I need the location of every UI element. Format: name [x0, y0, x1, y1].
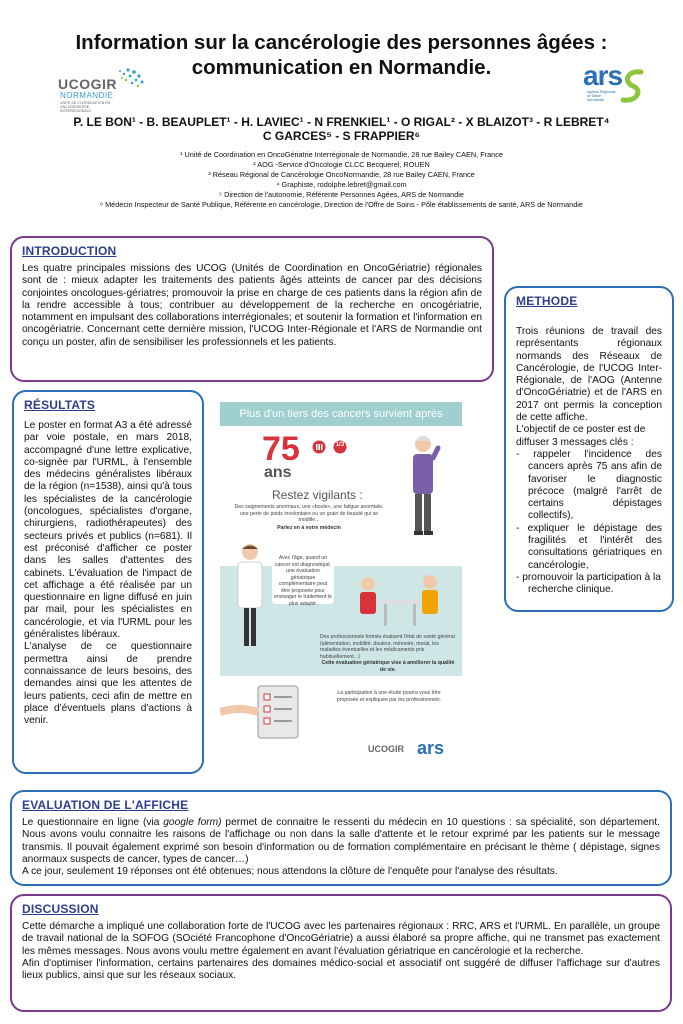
clipboard-icon: [220, 682, 316, 742]
evaluation-heading: EVALUATION DE L'AFFICHE: [22, 798, 189, 812]
elderly-man-icon: [402, 432, 444, 538]
poster-image: [220, 402, 462, 776]
poster-study-text: La participation à une étude pourra vous être proposée et expliquée par les professionnels.: [336, 690, 442, 703]
evaluation-text-italic: google form): [163, 817, 222, 828]
introduction-heading: INTRODUCTION: [22, 244, 117, 258]
methode-text: Trois réunions de travail des représentants régionaux normands des Réseaux de Cancérologie, de l'UCOG Inter-Régionale, de l'AOG (Antenne d'OncoGériatrie) et de l'ARS en 2017 ont permis la conception de cette affiche.: [516, 326, 662, 424]
ars-swoosh-icon: [619, 68, 645, 104]
resultats-text-2: L'analyse de ce questionnaire permettra ainsi de prendre connaissance de leurs besoins, des demandes ainsi que les attentes de leurs patients, ceci afin de mettre en place d'éventuels plans d'actions à venir.: [24, 641, 192, 727]
affiliation-3: ³ Réseau Régional de Cancérologie OncoNormandie, 28 rue Bailey CAEN, France: [208, 170, 475, 179]
affiliation-2: ² AOG -Service d'Oncologie CLCC Becquerel, ROUEN: [253, 160, 430, 169]
resultats-heading: RÉSULTATS: [24, 398, 96, 412]
ucogir-sub: UNITÉ DE COORDINATION EN ONCOGÉRIATRIE INTERRÉGIONALE: [60, 101, 111, 113]
discussion-heading: DISCUSSION: [22, 902, 99, 916]
poster-fraction: 1/3: [335, 442, 345, 448]
title-line-2: communication en Normandie.: [191, 56, 492, 79]
ars-logo: [583, 60, 645, 106]
poster-vigilants-text: Des saignements anormaux, une «boule», une fatigue anormale, une perte de poids involontaire ou un grain de beauté qui se modifie...: [234, 504, 384, 523]
authors-line-2: C GARCES⁵ - S FRAPPIER⁶: [262, 129, 421, 143]
poster-ars-logo: ars: [417, 738, 445, 758]
affiliation-1: ¹ Unité de Coordination en OncoGériatrie Interrégionale de Normandie, 28 rue Bailey CAEN, France: [180, 150, 503, 159]
title-line-1: Information sur la cancérologie des personnes âgées :: [75, 31, 608, 54]
poster-ucogir-logo: UCOGIR: [368, 744, 404, 754]
poster-eval-text: Avec l'âge, quand un cancer est diagnostiqué, une évaluation gériatrique complémentaire peut être proposée pour envisager le traitement le plus adapté.: [274, 555, 332, 607]
affiliation-5: ⁵ Direction de l'autonomie, Référente Personnes Agées, ARS de Normandie: [219, 190, 464, 199]
poster-big-number: 75: [262, 430, 300, 468]
evaluation-section: [10, 790, 672, 886]
methode-item: - rappeler l'incidence des cancers après 75 ans afin de favoriser le diagnostic précoce (malgré l'arrêt de certains dépistages collectifs),: [516, 448, 662, 522]
methode-item: - promouvoir la participation à la recherche clinique.: [516, 571, 661, 596]
ucogir-region: NORMANDIE: [60, 91, 114, 100]
authors-line-1: P. LE BON¹ - B. BEAUPLET¹ - H. LAVIEC¹ - N FRENKIEL¹ - O RIGAL² - X BLAIZOT³ - R LEBRET⁴: [73, 115, 610, 129]
resultats-section: [12, 390, 204, 774]
introduction-text: Les quatre principales missions des UCOG (Unités de Coordination en OncoGériatrie) régionales sont de : mieux adapter les traitements des patients âgés atteints de cancer par des décisions conjointes oncologues-gériatres; promouvoir la prise en charge de ces patients dans la région afin de la rendre accessible à tous; contribuer au développement de la recherche en oncogériatrie, notamment en impulsant des collaborations interrégionales; et soutenir la formation et l'information en oncogériatrie. Concernant cette dernière mission, l'UCOG Inter-Régionale et l'ARS de Normandie ont conçu un poster, afin de sensibiliser les professionnels et les patients.: [22, 263, 482, 348]
ars-sub: Agence Régionale de Santé Normandie: [587, 90, 616, 102]
evaluation-text: [22, 817, 660, 866]
methode-list: [516, 449, 662, 597]
methode-heading: METHODE: [516, 294, 578, 308]
affiliations: [20, 150, 663, 210]
evaluation-text-a: Le questionnaire en ligne (via: [22, 817, 164, 828]
resultats-text: Le poster en format A3 a été adressé par voie postale, en mars 2018, accompagné d'une lettre explicative, co-signée par l'URML, à l'ensemble des médecins généralistes libéraux de la région (n=1538), ainsi qu'à tous les spécialistes de la cancérologie (oncologues, spécialistes d'organe, chirurgiens, radiothérapeutes) des secteurs privés et publics (n=681). Il est préconisé d'afficher ce poster dans les salles d'attentes des cabinets. L'évaluation de l'impact de cet affichage a été réalisée par un questionnaire en ligne diffusé en juin par mail, pour les spécialistes en cancérologie, et via l'URML pour les généralistes libéraux.: [24, 420, 192, 641]
discussion-section: [10, 894, 672, 1012]
poster-eval-goal: Cette évaluation gériatrique vise à améliorer la qualité de vie.: [321, 660, 455, 673]
affiliation-6: ⁶ Médecin Inspecteur de Santé Publique, Référente en cancérologie, Direction de l'Offre de Soins - Pôle établissements de santé, ARS de Normandie: [100, 200, 583, 209]
methode-section: [504, 286, 674, 612]
authors: [60, 115, 623, 143]
evaluation-text-b: permet de connaitre le ressenti du médecin en 10 questions : sa spécialité, son département. Nous avons voulu connaitre les raisons de l'affichage ou non dans la salle d'attente et le retour exprimé par les patients sur le message transmis. Il pouvait également exprimé son besoin d'information ou de formation complémentaire en précisant le thème ( dépistage, signes anormaux suspects de cancer, types de cancer…): [22, 817, 660, 865]
poster-pros-text: Des professionnels formés évaluent l'état de santé général (alimentation, mobilité, douleur, mémoire, moral, les maladies éventuelles et les médicaments pris habituellement...): [320, 634, 455, 660]
discussion-text: Cette démarche a impliqué une collaboration forte de l'UCOG avec les partenaires régionaux : RRC, ARS et l'URML. En parallèle, un groupe de travail national de la SOFOG (SOciété Francophone d'OncoGériatrie) a aussi élaboré sa propre affiche, qui ne transmet pas exactement les mêmes messages. Nous avons voulu mettre également en avant l'évaluation gériatrique en cancérologie et la recherche.: [22, 921, 660, 957]
evaluation-text-2: A ce jour, seulement 19 réponses ont été obtenues; nous attendons la clôture de l'enquête pour l'analyse des résultats.: [22, 866, 558, 878]
poster-big-unit: ans: [264, 464, 292, 481]
ars-name: ars: [583, 60, 623, 91]
affiliation-4: ⁴ Graphiste, rodolphe.lebret@gmail.com: [276, 180, 407, 189]
doctor-icon: [230, 542, 270, 652]
consultation-icon: [350, 570, 450, 630]
poster-vigilants-cta: Parlez en à votre médecin: [277, 525, 341, 531]
methode-text-2: L'objectif de ce poster est de diffuser 3 messages clés :: [516, 424, 646, 448]
ucogir-logo: [58, 62, 158, 112]
poster-banner: Plus d'un tiers des cancers survient après: [220, 402, 462, 426]
ucogir-name: UCOGIR: [58, 76, 117, 92]
discussion-text-2: Afin d'optimiser l'information, certains partenaires des domaines médico-social et associatif ont suggéré de diffuser l'affichage sur d'autres lieux publics, ainsi que sur les réseaux sociaux.: [22, 957, 660, 982]
introduction-section: [10, 236, 494, 382]
poster-vigilants: Restez vigilants :: [272, 488, 363, 502]
methode-item: - expliquer le dépistage des fragilités et l'intérêt des consultations gériatriques en cancérologie,: [516, 522, 662, 571]
